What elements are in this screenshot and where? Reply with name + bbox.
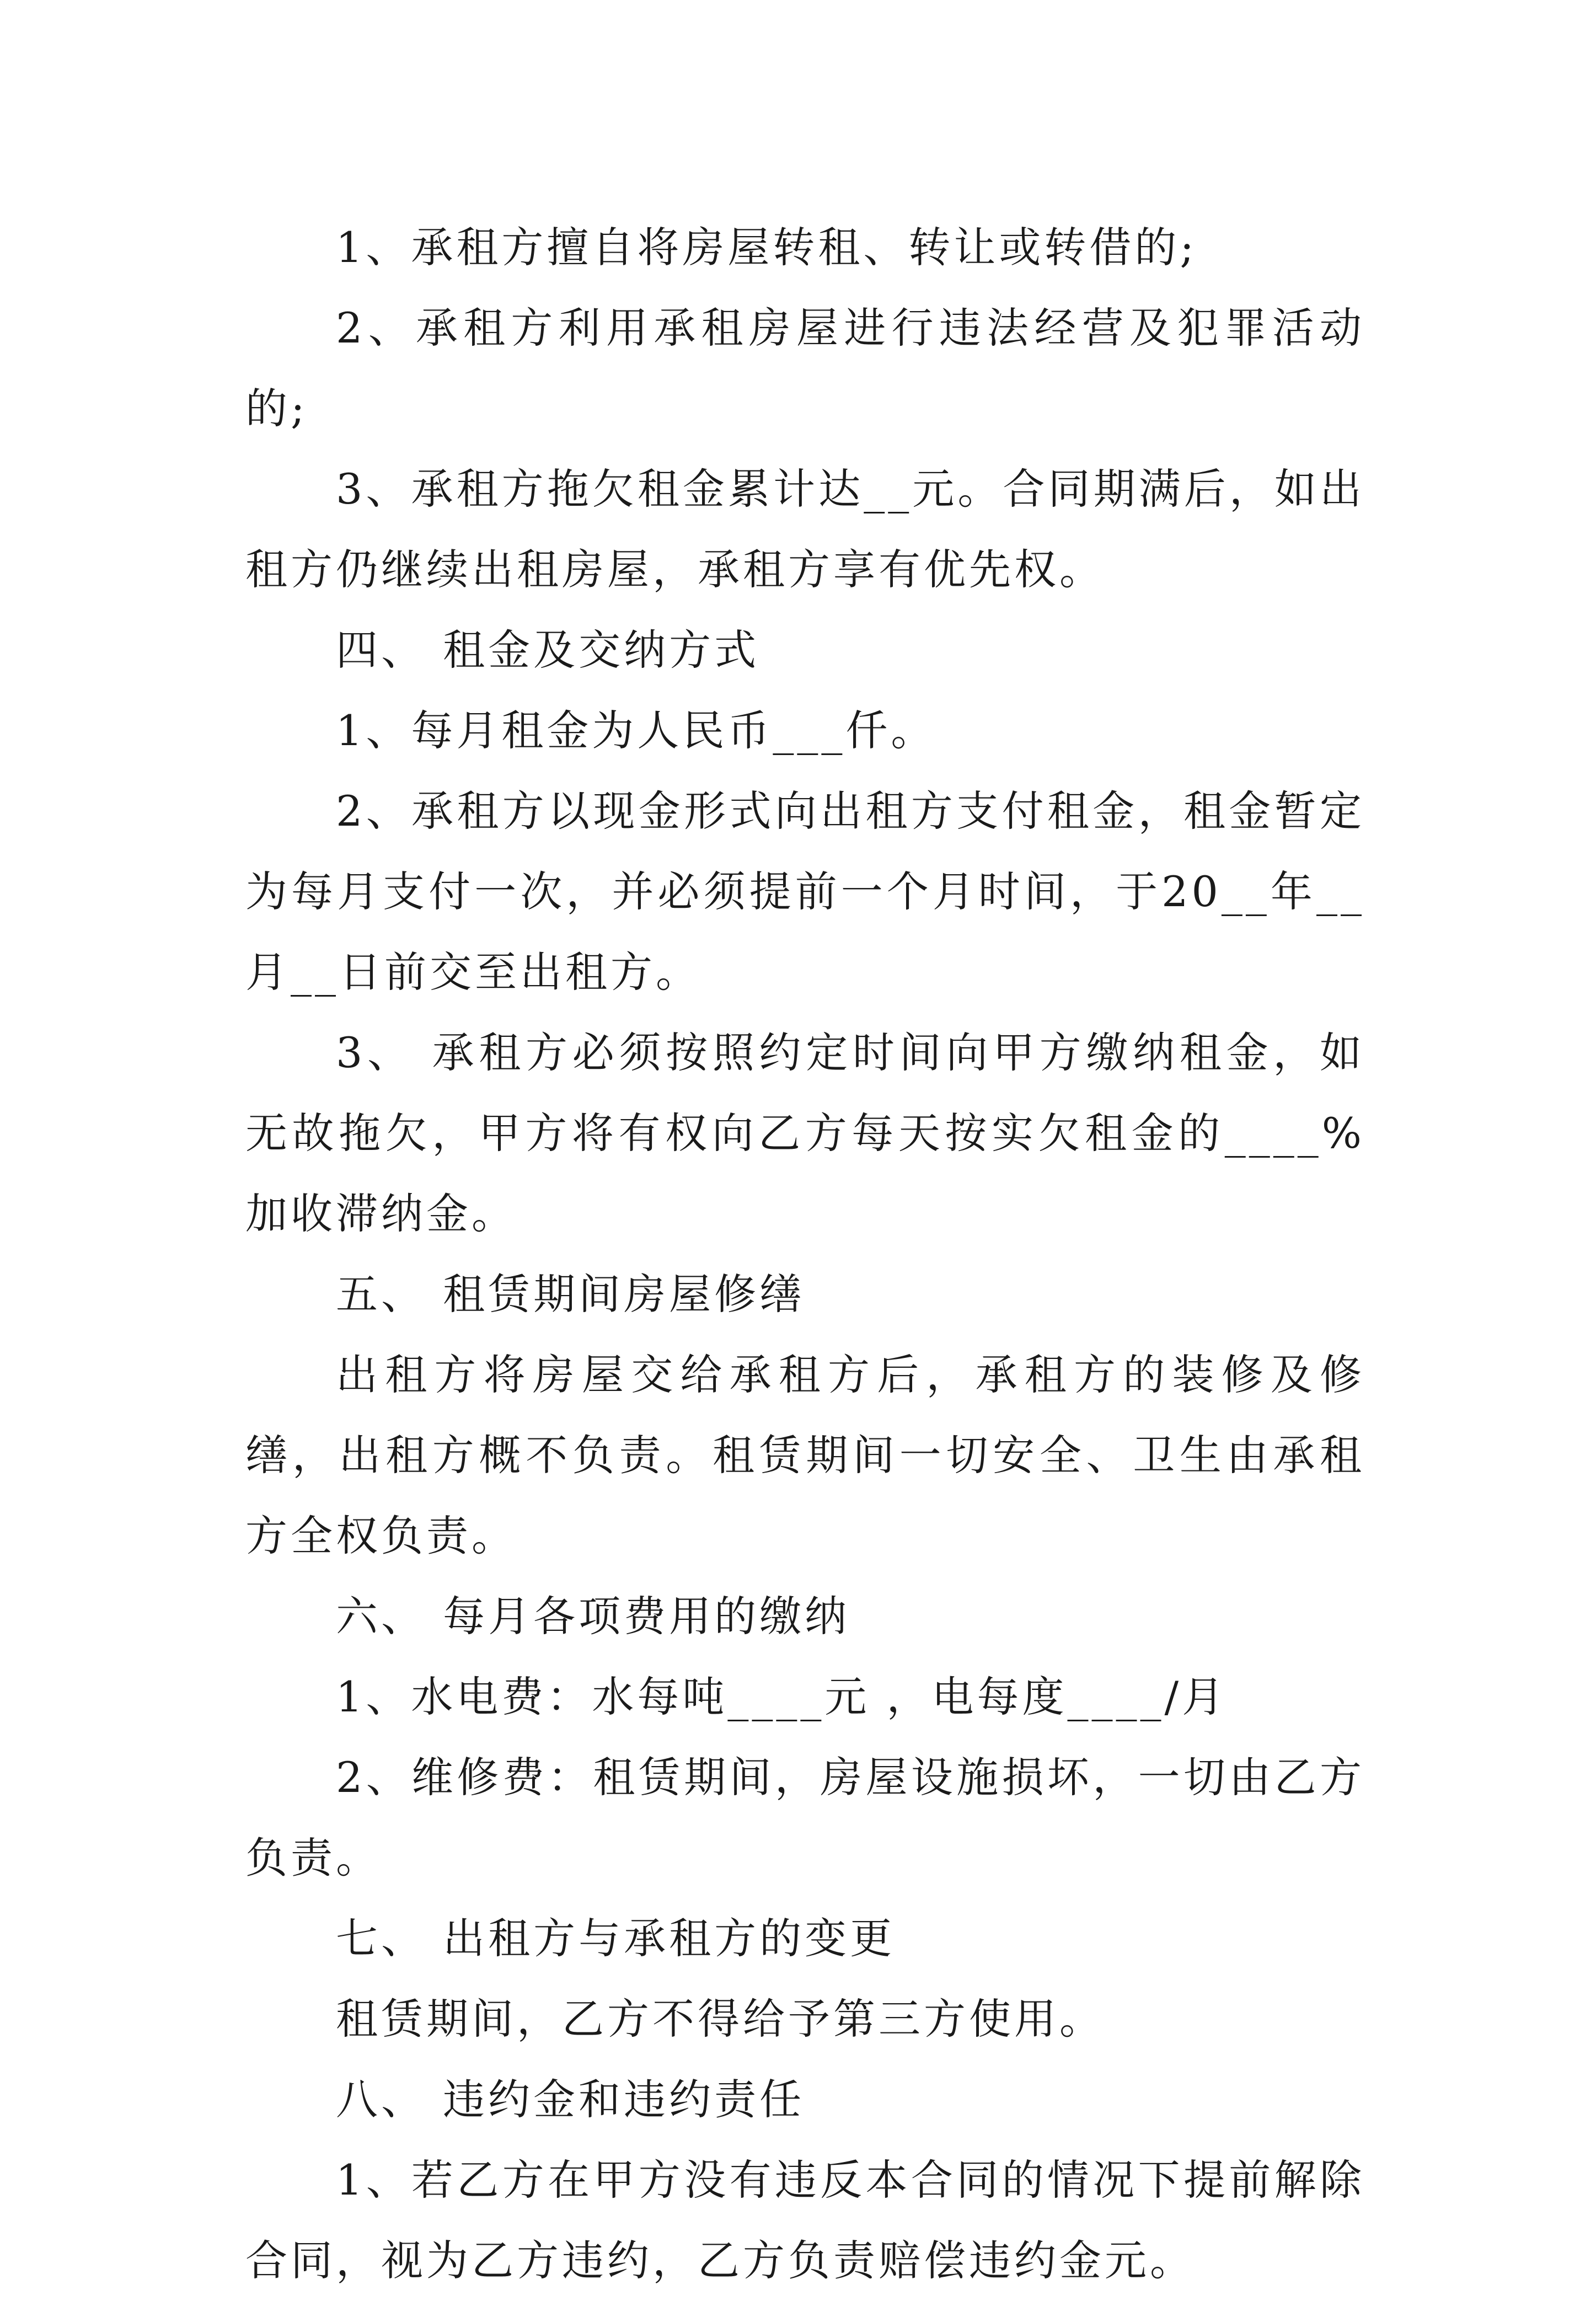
clause-item: 3、 承租方必须按照约定时间向甲方缴纳租金，如无故拖欠，甲方将有权向乙方每天按实欠租金的____%加收滞纳金。 <box>245 1028 1365 1238</box>
clause-item: 1、若乙方在甲方没有违反本合同的情况下提前解除合同，视为乙方违约，乙方负责赔偿违约金元。 <box>245 2155 1365 2285</box>
clause-item: 3、承租方拖欠租金累计达__元。合同期满后，如出租方仍继续出租房屋，承租方享有优先权。 <box>245 464 1365 594</box>
section-heading: 八、 违约金和违约责任 <box>336 2075 805 2124</box>
section-heading: 七、 出租方与承租方的变更 <box>336 1914 896 1963</box>
clause-item: 2、承租方以现金形式向出租方支付租金，租金暂定为每月支付一次，并必须提前一个月时间，于20__年__月__日前交至出租方。 <box>245 786 1365 997</box>
document-body <box>245 207 1365 2301</box>
section-heading: 五、 租赁期间房屋修缮 <box>336 1270 805 1319</box>
clause-item: 1、水电费：水每吨____元 ，电每度____/月 <box>336 1672 1228 1721</box>
clause-item: 1、每月租金为人民币___仟。 <box>336 706 936 755</box>
clause-item: 1、承租方擅自将房屋转租、转让或转借的; <box>336 223 1197 272</box>
clause-item: 出租方将房屋交给承租方后，承租方的装修及修缮，出租方概不负责。租赁期间一切安全、卫生由承租方全权负责。 <box>245 1350 1365 1560</box>
clause-item: 2、承租方利用承租房屋进行违法经营及犯罪活动的; <box>245 303 1365 433</box>
section-heading: 四、 租金及交纳方式 <box>336 625 760 675</box>
clause-item: 2、维修费：租赁期间，房屋设施损坏，一切由乙方负责。 <box>245 1753 1365 1882</box>
section-heading: 六、 每月各项费用的缴纳 <box>336 1592 850 1641</box>
clause-item: 租赁期间，乙方不得给予第三方使用。 <box>336 1994 1105 2043</box>
